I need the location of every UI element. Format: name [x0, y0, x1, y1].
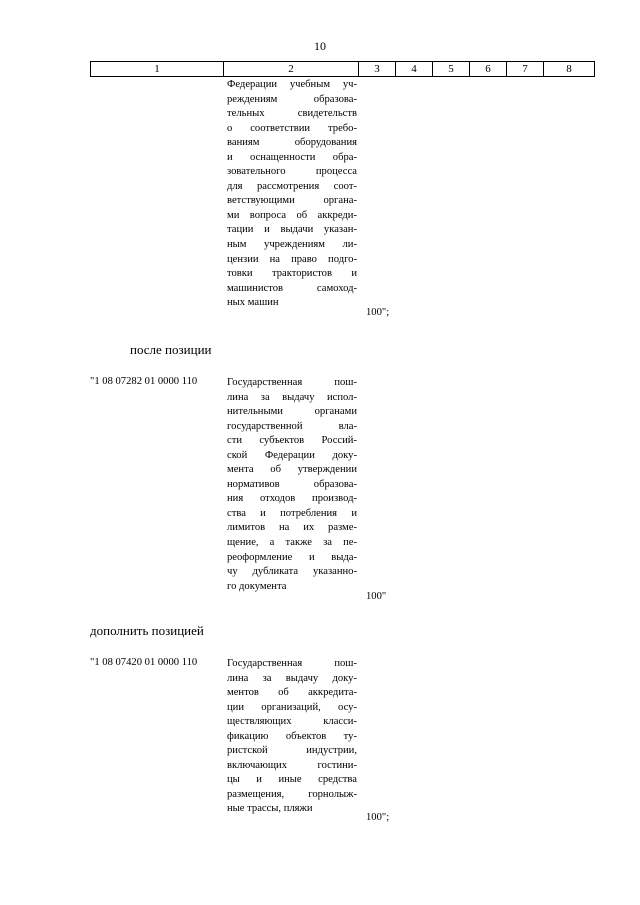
- text-line: ветствующими органа-: [227, 195, 357, 207]
- entry-rate-continued: 100";: [366, 307, 390, 318]
- text-line: зовательного процесса: [227, 166, 357, 178]
- text-line: нормативов образова-: [227, 478, 357, 490]
- text-line: сти субъектов Россий-: [227, 435, 357, 447]
- text-line: машинистов самоход-: [227, 282, 357, 294]
- column-header-2: 2: [224, 62, 359, 77]
- column-header-5: 5: [433, 62, 470, 77]
- text-line: ществляющих класси-: [227, 716, 357, 728]
- instruction-after-position: после позиции: [130, 342, 212, 357]
- entry-description-continued: [227, 78, 357, 311]
- text-line: включающих гостини-: [227, 759, 357, 771]
- text-line: го документа: [227, 580, 287, 592]
- entry-description: [227, 376, 357, 594]
- text-line: фикацию объектов ту-: [227, 730, 357, 742]
- budget-classification-code: "1 08 07282 01 0000 110: [90, 376, 198, 387]
- text-line: тельных свидетельств: [227, 108, 357, 120]
- instruction-add-position: дополнить позицией: [90, 623, 204, 638]
- text-line: чу дубликата указанно-: [227, 566, 357, 578]
- text-line: тации и выдачи указан-: [227, 224, 357, 236]
- text-line: Государственная пош-: [227, 658, 357, 669]
- text-line: товки трактористов и: [227, 268, 357, 280]
- budget-classification-code-new: "1 08 07420 01 0000 110: [90, 657, 198, 668]
- text-line: ской Федерации доку-: [227, 449, 357, 461]
- text-line: лина за выдачу испол-: [227, 391, 357, 403]
- text-line: лимитов на их разме-: [227, 522, 357, 534]
- text-line: Государственная пош-: [227, 377, 357, 388]
- text-line: ства и потребления и: [227, 507, 357, 519]
- text-line: ристской индустрии,: [227, 745, 357, 757]
- text-line: ния отходов производ-: [227, 493, 357, 505]
- column-header-4: 4: [396, 62, 433, 77]
- text-line: реоформление и выда-: [227, 551, 357, 563]
- text-line: щение, а также за пе-: [227, 537, 357, 549]
- text-line: цы и иные средства: [227, 774, 357, 786]
- text-line: ми вопроса об аккреди-: [227, 209, 357, 221]
- entry-rate-new: 100";: [366, 812, 390, 823]
- column-header-3: 3: [359, 62, 396, 77]
- text-line: Федерации учебным уч-: [227, 79, 357, 90]
- column-header-1: 1: [91, 62, 224, 77]
- text-line: размещения, горнолыж-: [227, 788, 357, 800]
- text-line: ваниям оборудования: [227, 137, 357, 149]
- text-line: реждениям образова-: [227, 93, 357, 105]
- text-line: ные трассы, пляжи: [227, 803, 313, 815]
- text-line: цензии на право подго-: [227, 253, 357, 265]
- column-header-8: 8: [544, 62, 595, 77]
- entry-rate: 100": [366, 591, 387, 602]
- column-header-table: [90, 61, 595, 77]
- text-line: и оснащенности обра-: [227, 151, 357, 163]
- text-line: нительными органами: [227, 406, 357, 418]
- column-header-6: 6: [470, 62, 507, 77]
- entry-description-new: [227, 657, 357, 817]
- page-number: 10: [314, 39, 326, 53]
- text-line: лина за выдачу доку-: [227, 672, 357, 684]
- column-header-7: 7: [507, 62, 544, 77]
- text-line: ментов об аккредита-: [227, 687, 357, 699]
- text-line: ным учреждениям ли-: [227, 239, 357, 251]
- text-line: для рассмотрения соот-: [227, 180, 357, 192]
- text-line: государственной вла-: [227, 420, 357, 432]
- text-line: о соответствии требо-: [227, 122, 357, 134]
- text-line: ции организаций, осу-: [227, 701, 357, 713]
- text-line: ных машин: [227, 297, 279, 309]
- text-line: мента об утверждении: [227, 464, 357, 476]
